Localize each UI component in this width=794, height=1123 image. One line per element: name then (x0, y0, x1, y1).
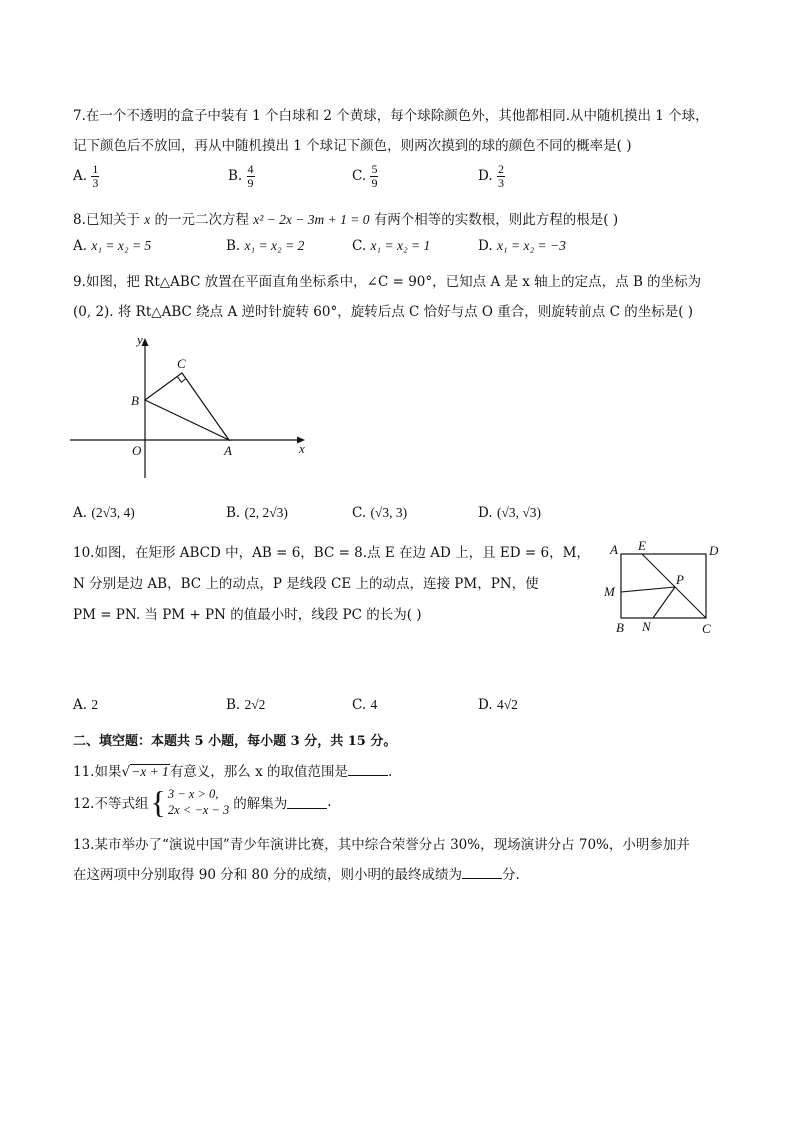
q8-var: x (144, 212, 151, 227)
label-b: B (616, 620, 624, 635)
q12-stem (73, 786, 332, 818)
option-value: (2, 2√3) (244, 505, 288, 520)
denominator: 3 (92, 176, 99, 190)
option-value: x₁ = x₂ = 1 (370, 238, 431, 253)
answer-blank[interactable] (287, 796, 327, 809)
option-value: 2√2 (244, 697, 266, 712)
option-value: 4 (370, 697, 378, 712)
option-label: A. (73, 168, 88, 184)
option-label: C. (352, 697, 367, 713)
numerator: 1 (92, 162, 99, 176)
option-label: B. (226, 238, 241, 254)
label-b: B (131, 393, 139, 408)
inequality-system (168, 786, 229, 818)
inequality-2: 2x < −x − 3 (167, 803, 230, 817)
q9-line2: (0, 2). 将 Rt△ABC 绕点 A 逆时针旋转 60°，旋转后点 C 恰好与点 O 重合，则旋转前点 C 的坐标是( ) (73, 304, 694, 320)
label-d: D (709, 543, 719, 558)
fraction (247, 163, 255, 190)
denominator: 9 (371, 176, 378, 190)
label-o: O (132, 443, 142, 458)
option-label: A. (73, 505, 88, 521)
q7-option-c (352, 163, 378, 190)
option-label: B. (226, 697, 241, 713)
option-label: D. (478, 238, 493, 254)
numerator: 2 (497, 162, 504, 176)
q9-option-d (478, 505, 541, 521)
option-label: C. (352, 168, 367, 184)
label-n: N (642, 619, 651, 634)
option-label: A. (73, 238, 88, 254)
option-value: (√3, 3) (370, 505, 408, 520)
answer-blank[interactable] (462, 866, 502, 879)
option-value: x₁ = x₂ = 2 (244, 238, 305, 253)
q8-option-d (478, 238, 566, 254)
option-label: B. (226, 505, 241, 521)
denominator: 3 (497, 176, 504, 190)
inequality-1: 3 − x > 0, (167, 787, 219, 801)
numerator: 5 (371, 162, 378, 176)
fraction (91, 163, 99, 190)
q7-line2: 记下颜色后不放回，再从中随机摸出 1 个球记下颜色，则两次摸到的球的颜色不同的概率是( ) (73, 138, 632, 154)
option-value: (√3, √3) (496, 505, 541, 520)
q10-line2: N 分别是边 AB，BC 上的动点，P 是线段 CE 上的动点，连接 PM，PN，使 (73, 576, 539, 592)
fraction (497, 163, 505, 190)
fraction (370, 163, 378, 190)
q9-option-a (73, 505, 135, 521)
q11-prefix: 11.如果 (73, 764, 122, 780)
q11-radicand: −x + 1 (131, 764, 169, 779)
q8-option-b (226, 238, 304, 254)
q10-option-c (352, 697, 377, 713)
segment-ce (642, 554, 706, 618)
q9-option-c (352, 505, 407, 521)
option-value: x₁ = x₂ = −3 (496, 238, 566, 253)
label-a: A (610, 542, 618, 557)
q13-line2 (73, 863, 520, 883)
segment-pn (653, 587, 675, 618)
option-label: A. (73, 697, 88, 713)
q13-line1: 13.某市举办了“演说中国”青少年演讲比赛，其中综合荣誉分占 30%，现场演讲分占 70%，小明参加并 (73, 837, 690, 853)
q9-figure (65, 328, 325, 488)
option-value: x₁ = x₂ = 5 (91, 238, 152, 253)
q8-prefix: 8.已知关于 (73, 212, 140, 228)
q11-suffix: 有意义，那么 x 的取值范围是 (169, 764, 349, 780)
q10-option-d (478, 697, 518, 713)
triangle-abc (145, 373, 229, 440)
q8-equation: x² − 2x − 3m + 1 = 0 (253, 212, 370, 227)
brace: { (150, 784, 166, 820)
q8-option-c (352, 238, 430, 254)
q8-option-a (73, 238, 151, 254)
option-value: (2√3, 4) (91, 505, 135, 520)
label-m: M (604, 584, 615, 599)
q10-option-b (226, 697, 265, 713)
q12-end: . (327, 794, 332, 810)
label-c: C (177, 356, 186, 371)
q9-option-b (226, 505, 288, 521)
q7-option-b (228, 163, 255, 190)
rectangle-abcd (621, 554, 706, 618)
q8-suffix: 有两个相等的实数根，则此方程的根是( ) (373, 212, 619, 228)
option-label: C. (352, 505, 367, 521)
option-value: 4√2 (496, 697, 518, 712)
q7-option-d (478, 163, 505, 190)
q8-mid: 的一元二次方程 (154, 212, 249, 228)
section-title: 二、填空题：本题共 5 小题，每小题 3 分，共 15 分。 (73, 734, 397, 749)
answer-blank[interactable] (348, 763, 388, 776)
label-x: x (299, 441, 305, 456)
label-p: P (676, 572, 684, 587)
label-e: E (638, 538, 646, 553)
q10-line3: PM = PN. 当 PM + PN 的值最小时，线段 PC 的长为( ) (73, 607, 422, 623)
segment-pm (621, 587, 675, 592)
q11-end: . (388, 764, 393, 780)
label-y: y (137, 332, 143, 347)
q9-line1: 9.如图，把 Rt△ABC 放置在平面直角坐标系中，∠C = 90°，已知点 A 是 x 轴上的定点，点 B 的坐标为 (73, 274, 702, 290)
q12-suffix: 的解集为 (233, 796, 288, 812)
q8-stem (73, 208, 618, 228)
q7-line1: 7.在一个不透明的盒子中装有 1 个白球和 2 个黄球，每个球除颜色外，其他都相同.从中随机摸出 1 个球， (73, 108, 709, 124)
q12-prefix: 12.不等式组 (73, 796, 149, 812)
option-label: D. (478, 697, 493, 713)
q7-option-a (73, 163, 99, 190)
q13-end: 分. (502, 867, 520, 883)
numerator: 4 (247, 162, 254, 176)
label-c: C (702, 621, 711, 636)
label-a: A (224, 443, 232, 458)
option-label: C. (352, 238, 367, 254)
option-label: B. (228, 168, 243, 184)
option-value: 2 (91, 697, 99, 712)
denominator: 9 (247, 176, 254, 190)
sqrt-sign: √ (121, 764, 131, 780)
option-label: D. (478, 505, 493, 521)
q13-text: 在这两项中分别取得 90 分和 80 分的成绩，则小明的最终成绩为 (73, 867, 463, 883)
q10-option-a (73, 697, 98, 713)
q11-stem (73, 760, 392, 780)
q10-figure (600, 536, 730, 638)
q10-line1: 10.如图，在矩形 ABCD 中，AB = 6，BC = 8.点 E 在边 AD 上，且 ED = 6，M， (73, 545, 590, 561)
option-label: D. (478, 168, 493, 184)
